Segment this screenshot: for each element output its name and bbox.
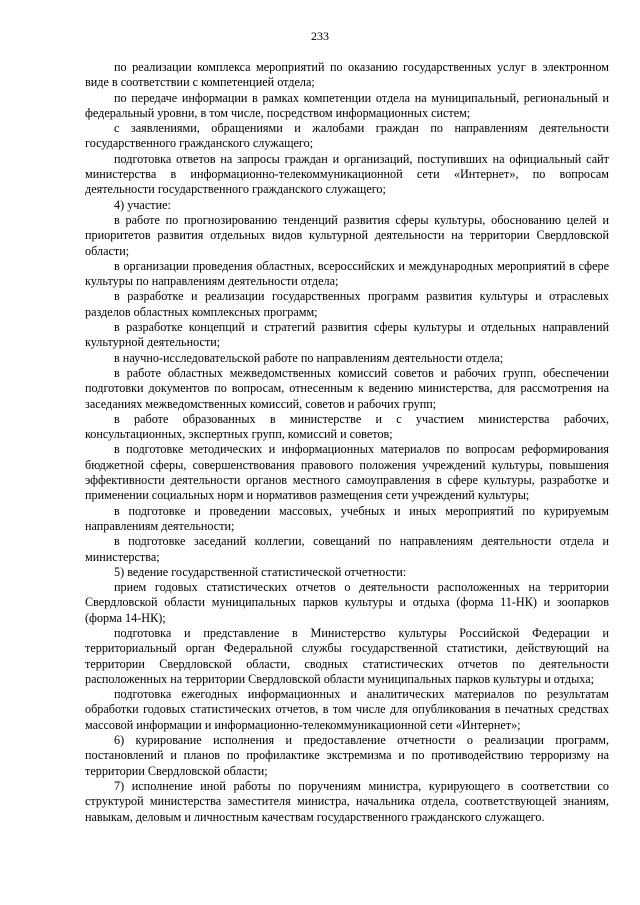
paragraph: в работе образованных в министерстве и с участием министерства рабочих, консультационных, экспертных групп, комиссий и советов;: [85, 411, 609, 442]
paragraph: прием годовых статистических отчетов о деятельности расположенных на территории Свердловской области муниципальных парков культуры и отдыха (форма 11-НК) и зоопарков (форма 14-НК);: [85, 580, 609, 625]
paragraph: в подготовке методических и информационных материалов по вопросам реформирования бюджетной сферы, совершенствования правового положения учреждений культуры, повышения эффективности деятельности органов местного самоуправления в сфере культуры, разработке и применении социальных норм и нормативов размещения сети учреждений культуры;: [85, 442, 609, 503]
paragraph: с заявлениями, обращениями и жалобами граждан по направлениям деятельности государственного гражданского служащего;: [85, 121, 609, 151]
paragraph: в работе областных межведомственных комиссий советов и рабочих групп, обеспечении подготовки документов по вопросам, отнесенным к ведению министерства, для рассмотрения на заседаниях межведомственных комиссий, советов и рабочих групп;: [85, 365, 609, 411]
paragraph: в работе по прогнозированию тенденций развития сферы культуры, обоснованию целей и приоритетов развития отдельных видов культурной деятельности на территории Свердловской области;: [85, 212, 609, 258]
paragraph: в научно-исследовательской работе по направлениям деятельности отдела;: [114, 350, 504, 365]
paragraph: подготовка и представление в Министерство культуры Российской Федерации и территориальный орган Федеральной службы государственной статистики, действующий на территории Свердловской области, сводных статистических отчетов по деятельности расположенных на территории Свердловской области муниципальных парков культуры и отдыха;: [85, 625, 609, 686]
paragraph: 6) курирование исполнения и предоставление отчетности о реализации программ, постановлений и планов по профилактике экстремизма и по противодействию терроризму на территории Свердловской области;: [85, 733, 609, 778]
paragraph: 7) исполнение иной работы по поручениям министра, курирующего в соответствии со структурой министерства заместителя министра, начальника отдела, соответствующей знаниям, навыкам, деловым и личностным качествам государственного гражданского служащего.: [85, 778, 609, 824]
paragraph: 5) ведение государственной статистической отчетности:: [114, 564, 407, 579]
paragraph: по передаче информации в рамках компетенции отдела на муниципальный, региональный и федеральный уровни, в том числе, посредством информационных систем;: [85, 90, 609, 120]
paragraph: по реализации комплекса мероприятий по оказанию государственных услуг в электронном виде в соответствии с компетенцией отдела;: [85, 60, 609, 90]
page-number: 233: [311, 29, 329, 43]
paragraph: в подготовке и проведении массовых, учебных и иных мероприятий по курируемым направлениям деятельности;: [85, 503, 609, 533]
document-body: [85, 60, 609, 825]
paragraph: подготовка ежегодных информационных и аналитических материалов по результатам обработки годовых статистических отчетов, в том числе для опубликования в печатных средствах массовой информации и информационно-телекоммуникационной сети «Интернет»;: [85, 687, 609, 732]
paragraph: в подготовке заседаний коллегии, совещаний по направлениям деятельности отдела и министерства;: [85, 534, 609, 564]
paragraph: подготовка ответов на запросы граждан и организаций, поступивших на официальный сайт министерства в информационно-телекоммуникационной сети «Интернет», по вопросам деятельности государственного гражданского служащего;: [85, 151, 609, 197]
paragraph: в разработке концепций и стратегий развития сферы культуры и отдельных направлений культурной деятельности;: [85, 320, 609, 350]
paragraph: в разработке и реализации государственных программ развития культуры и отраслевых разделов областных комплексных программ;: [85, 289, 609, 319]
paragraph: в организации проведения областных, всероссийских и международных мероприятий в сфере культуры по направлениям деятельности отдела;: [85, 258, 609, 289]
paragraph: 4) участие:: [114, 197, 171, 212]
